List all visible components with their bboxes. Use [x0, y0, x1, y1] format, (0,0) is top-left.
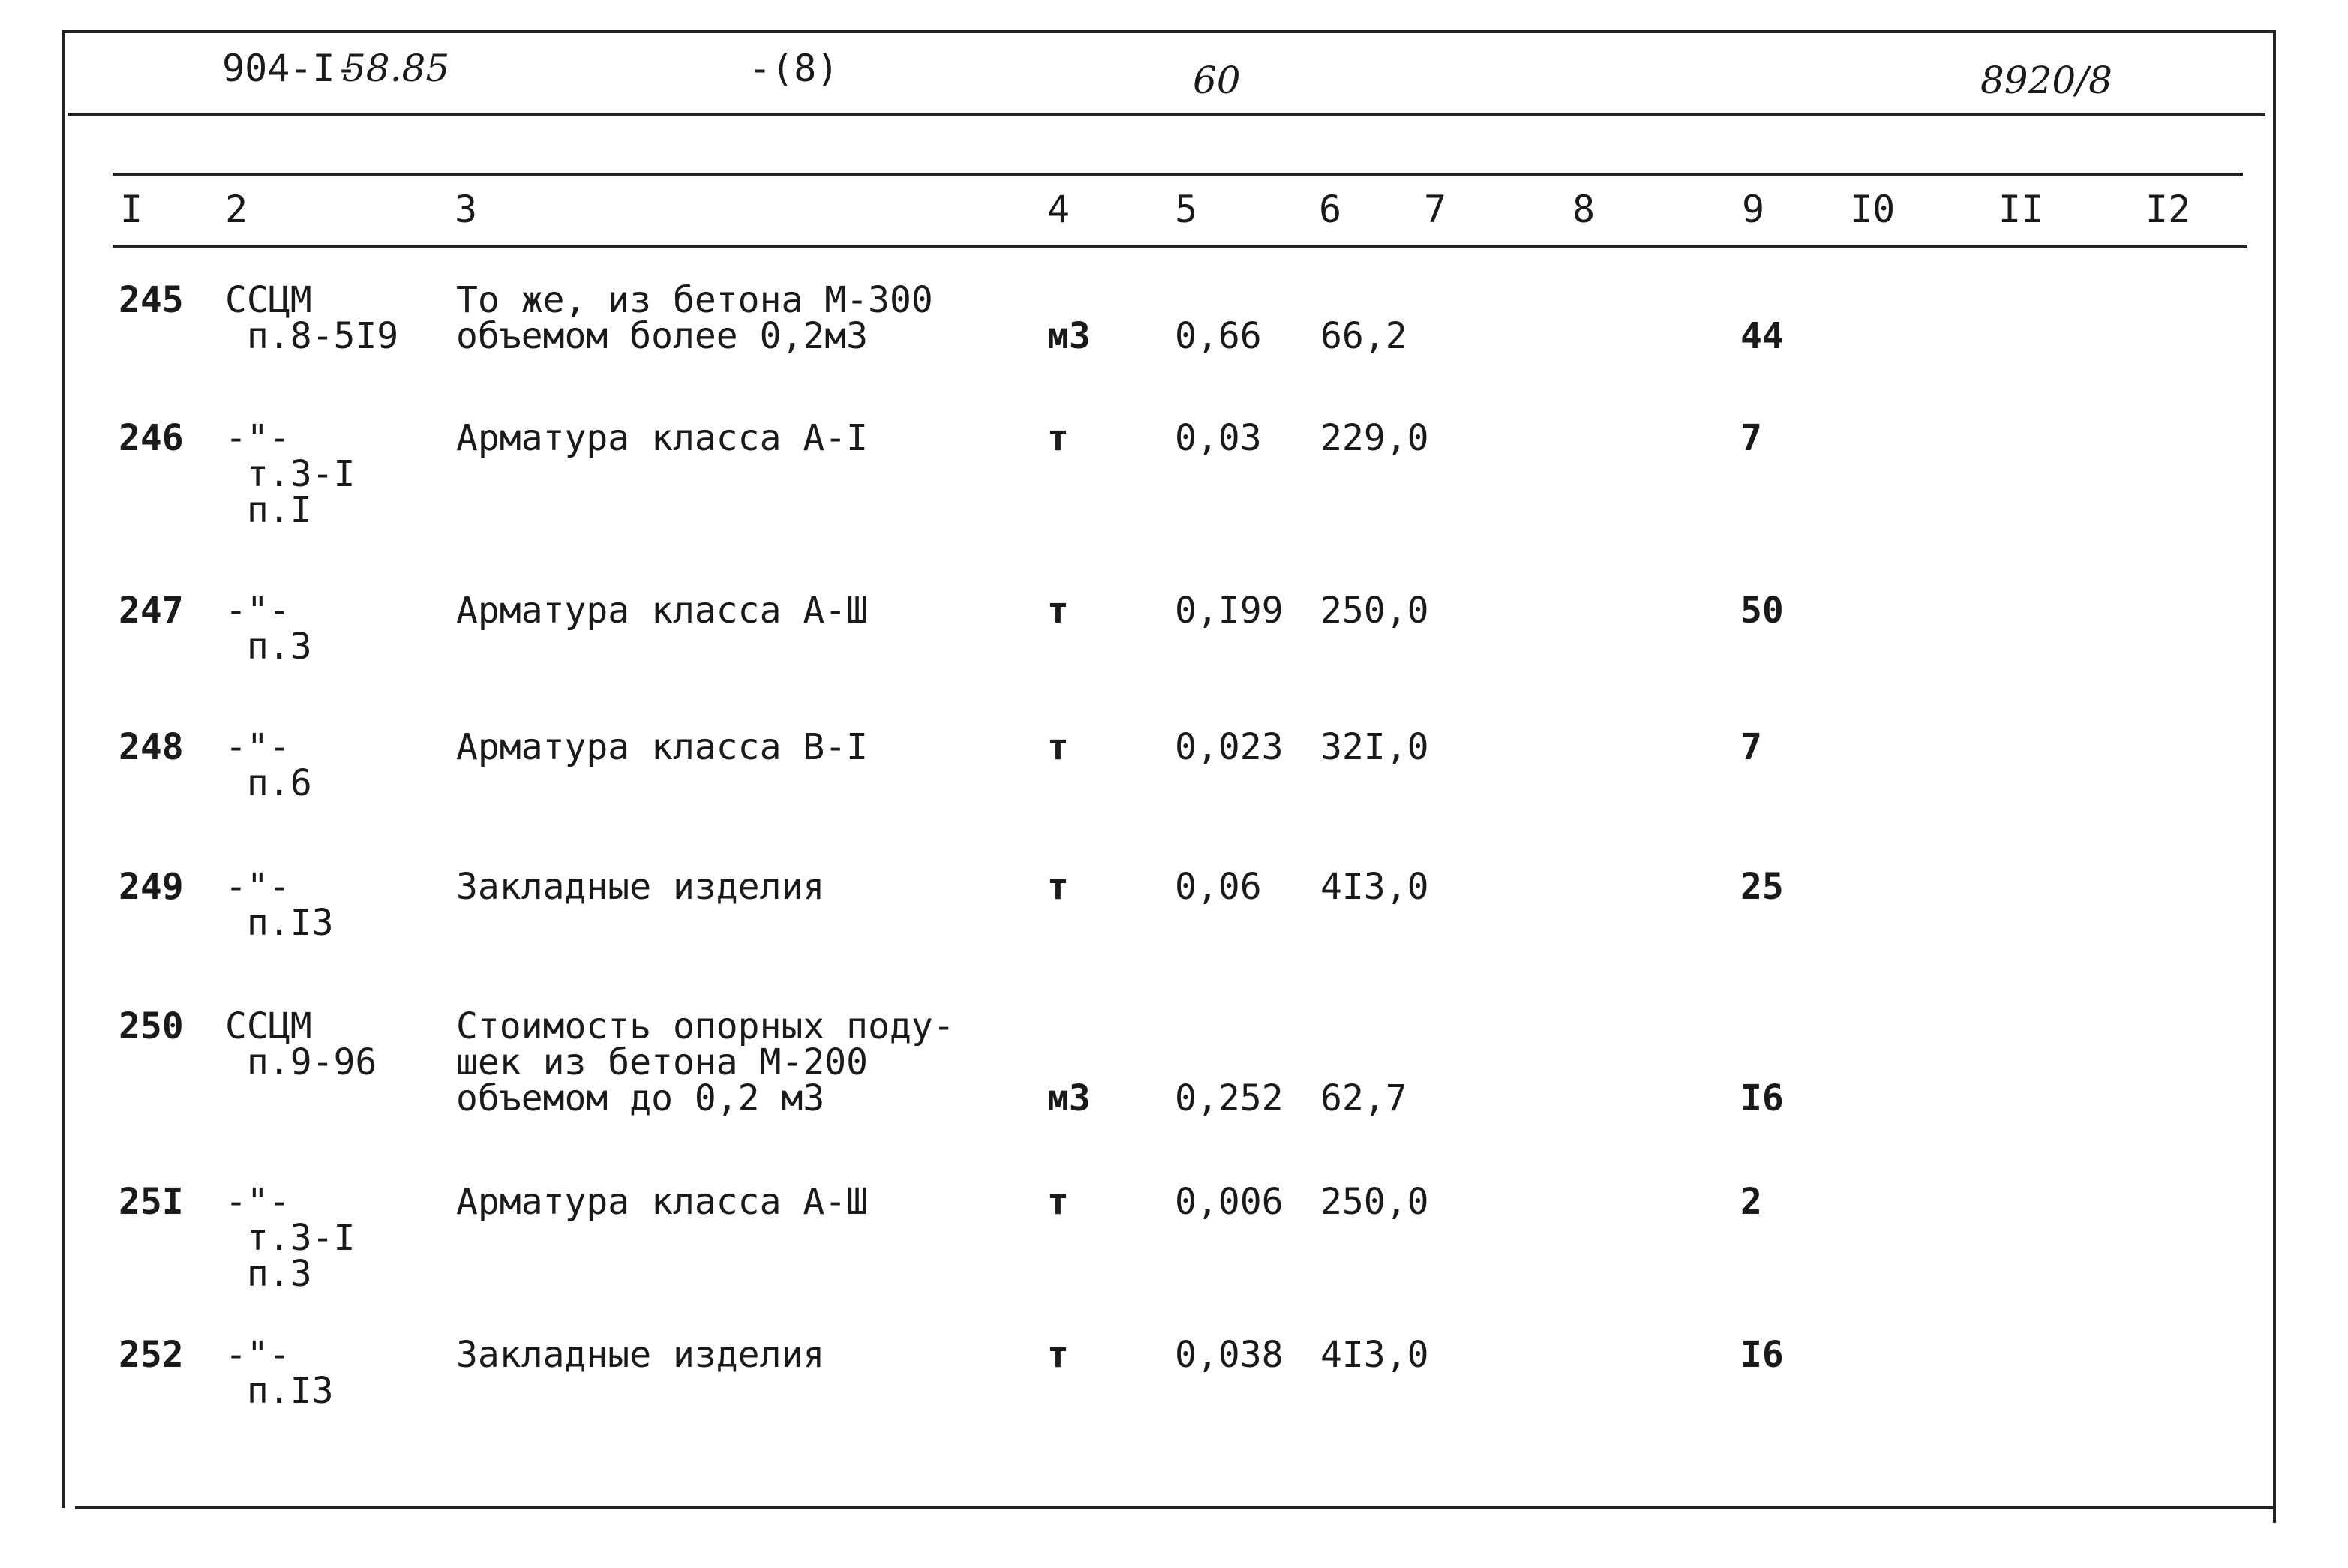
page-number: 60 — [1193, 59, 1241, 102]
row-unit: т — [1047, 1181, 1069, 1223]
row-total: 25 — [1740, 866, 1784, 908]
row-name: Закладные изделия — [456, 1334, 825, 1376]
column-header: 7 — [1424, 188, 1447, 231]
column-header: 8 — [1572, 188, 1596, 231]
row-price: 4I3,0 — [1320, 866, 1429, 908]
row-quantity: 0,06 — [1175, 866, 1262, 908]
frame-left-border — [62, 30, 65, 1508]
row-number: 245 — [119, 279, 184, 321]
row-code: ССЦМ п.9-96 — [225, 1005, 377, 1083]
row-name: Закладные изделия — [456, 866, 825, 908]
column-header: 4 — [1047, 188, 1070, 231]
row-number: 249 — [119, 866, 184, 908]
row-quantity: 0,023 — [1175, 726, 1284, 768]
frame-right-border — [2273, 30, 2276, 1523]
row-total: I6 — [1740, 1334, 1784, 1376]
row-price: 62,7 — [1320, 1077, 1407, 1119]
row-number: 250 — [119, 1005, 184, 1047]
row-code: ССЦМ п.8-5I9 — [225, 279, 399, 357]
column-header: I0 — [1850, 188, 1896, 231]
column-header: 3 — [455, 188, 478, 231]
row-code: -"- п.3 — [225, 590, 312, 668]
row-price: 4I3,0 — [1320, 1334, 1429, 1376]
row-unit: т — [1047, 417, 1069, 459]
row-code: -"- т.3-I п.3 — [225, 1181, 356, 1295]
row-number: 248 — [119, 726, 184, 768]
row-name: Стоимость опорных поду- шек из бетона М-200 объемом до 0,2 м3 — [456, 1005, 955, 1119]
column-header: I2 — [2145, 188, 2191, 231]
row-total: 44 — [1740, 315, 1784, 357]
row-unit: м3 — [1047, 315, 1091, 357]
row-code: -"- п.I3 — [225, 866, 334, 944]
row-price: 250,0 — [1320, 1181, 1429, 1223]
row-code: -"- т.3-I п.I — [225, 417, 356, 531]
row-quantity: 0,038 — [1175, 1334, 1284, 1376]
row-name: Арматура класса А-I — [456, 417, 869, 459]
row-unit: т — [1047, 726, 1069, 768]
row-price: 229,0 — [1320, 417, 1429, 459]
row-unit: т — [1047, 866, 1069, 908]
row-quantity: 0,252 — [1175, 1077, 1284, 1119]
row-name: Арматура класса А-Ш — [456, 1181, 869, 1223]
frame-top-border — [62, 30, 2274, 33]
row-number: 252 — [119, 1334, 184, 1376]
row-quantity: 0,I99 — [1175, 590, 1284, 632]
frame-bottom-border — [75, 1506, 2276, 1509]
sheet-mark: -(8) — [749, 47, 839, 90]
row-name: Арматура класса А-Ш — [456, 590, 869, 632]
row-code: -"- п.6 — [225, 726, 312, 804]
archive-number: 8920/8 — [1980, 59, 2112, 102]
row-quantity: 0,006 — [1175, 1181, 1284, 1223]
row-price: 250,0 — [1320, 590, 1429, 632]
table-top-rule — [113, 173, 2243, 176]
row-number: 246 — [119, 417, 184, 459]
column-header: 6 — [1319, 188, 1342, 231]
doc-number-handwritten: 58.85 — [342, 47, 450, 90]
column-header: II — [1998, 188, 2044, 231]
row-number: 247 — [119, 590, 184, 632]
row-unit: т — [1047, 590, 1069, 632]
row-name: Арматура класса В-I — [456, 726, 869, 768]
table-header-rule — [113, 245, 2247, 248]
row-unit: м3 — [1047, 1077, 1091, 1119]
row-total: 50 — [1740, 590, 1784, 632]
row-name: То же, из бетона М-300 объемом более 0,2м3 — [456, 279, 933, 357]
row-total: 2 — [1740, 1181, 1762, 1223]
row-price: 66,2 — [1320, 315, 1407, 357]
row-quantity: 0,66 — [1175, 315, 1262, 357]
row-unit: т — [1047, 1334, 1069, 1376]
row-number: 25I — [119, 1181, 184, 1223]
row-total: 7 — [1740, 726, 1762, 768]
row-total: I6 — [1740, 1077, 1784, 1119]
column-header: 9 — [1742, 188, 1765, 231]
column-header: I — [120, 188, 143, 231]
row-total: 7 — [1740, 417, 1762, 459]
header-rule — [68, 113, 2265, 116]
row-quantity: 0,03 — [1175, 417, 1262, 459]
doc-number: 904-I- — [222, 47, 358, 90]
column-header: 2 — [225, 188, 248, 231]
column-header: 5 — [1175, 188, 1198, 231]
row-price: 32I,0 — [1320, 726, 1429, 768]
row-code: -"- п.I3 — [225, 1334, 334, 1412]
